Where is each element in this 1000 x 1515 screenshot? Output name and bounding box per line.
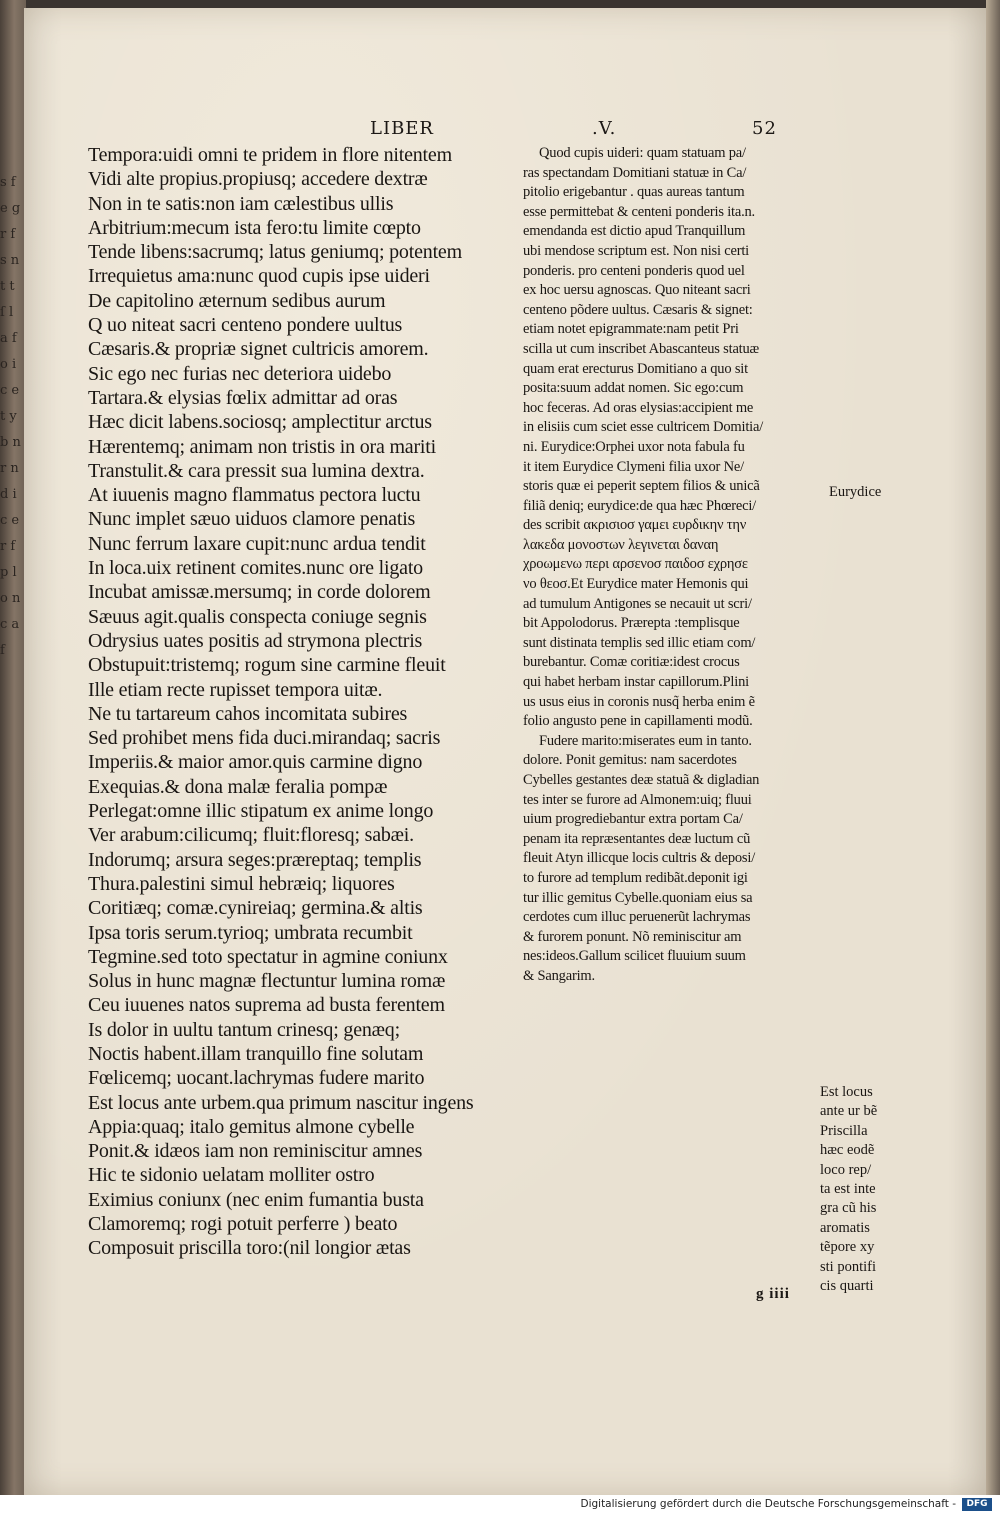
commentary-line: Fudere marito:miserates eum in tanto. [539,732,752,749]
verse-line: Ponit.& idæos iam non reminiscitur amnes [88,1140,423,1163]
commentary-line: folio angusto pene in capillamenti modũ. [523,713,753,730]
commentary-line: etiam notet epigrammate:nam petit Pri [523,321,739,338]
commentary-line: tur illic gemitus Cybelle.quoniam eius sa [523,889,753,906]
commentary-line: tes inter se furore ad Almonem:uiq; fluui [523,791,752,808]
commentary-line: scilla ut cum inscribet Abascanteus statuæ [523,340,760,357]
margin-note-line: Priscilla [820,1122,868,1139]
verse-line: Sæuus agit.qualis conspecta coniuge segnis [88,605,427,628]
footer-credit-text: Digitalisierung gefördert durch die Deutsche Forschungsgemeinschaft - [580,1498,956,1510]
verse-line: Fœlicemq; uocant.lachrymas fudere marito [88,1067,425,1090]
verse-line: Hærentemq; animam non tristis in ora mariti [88,435,437,458]
verse-line: Tartara.& elysias fœlix admittar ad oras [88,386,398,409]
commentary-line: ubi mendose scriptum est. Non nisi certi [523,242,749,259]
verse-line: Sic ego nec furias nec deteriora uidebo [88,362,392,385]
commentary-line: it item Eurydice Clymeni filia uxor Ne/ [523,458,744,475]
verse-line: Noctis habent.illam tranquillo fine solutam [88,1042,424,1065]
verse-line: In loca.uix retinent comites.nunc ore ligato [88,557,423,580]
margin-note-line: Est locus [820,1084,873,1100]
verse-line: Perlegat:omne illic stipatum ex anime longo [88,800,434,823]
commentary-line: ad tumulum Antigones se necauit ut scri/ [523,595,752,612]
verse-line: Composuit priscilla toro:(nil longior ætas [88,1237,411,1260]
verse-line: Q uo niteat sacri centeno pondere uultus [88,314,403,337]
commentary-line: nes:ideos.Gallum scilicet fluuium suum [523,948,746,965]
commentary-line: νο θεοσ.Et Eurydice mater Hemonis qui [523,576,749,593]
commentary-line: cerdotes cum illuc peruenerũt lachrymas [523,909,751,926]
commentary-line: χροωμενω περι αρσενοσ παιδοσ εχρησε [523,556,748,573]
margin-note-est-locus [820,1083,877,1296]
verse-line: Sed prohibet mens fida duci.mirandaq; sacris [88,727,441,750]
commentary-line: bit Appolodorus. Prærepta :templisque [523,615,740,632]
commentary-line: centeno põdere uultus. Cæsaris & signet: [523,301,753,318]
verse-line: Obstupuit:tristemq; rogum sine carmine fleuit [88,654,446,677]
digitization-footer [0,1495,1000,1515]
commentary-line: emendanda est dictio apud Tranquillum [523,223,746,240]
verse-line: Hæc dicit labens.sociosq; amplectitur arctus [88,411,432,434]
verse-line: Hic te sidonio uelatam molliter ostro [88,1164,375,1187]
verse-line: Incubat amissæ.mersumq; in corde dolorem [88,581,431,604]
verse-line: Non in te satis:non iam cælestibus ullis [88,192,394,215]
margin-note-line: tẽpore xy [820,1239,875,1256]
commentary-line: λακεδα μονοστων λεγινεται δαναη [523,536,719,553]
dfg-logo: DFG [962,1498,992,1511]
commentary-line: Quod cupis uideri: quam statuam pa/ [539,145,746,161]
commentary-line: fleuit Atyn illicque locis cultris & deposi/ [523,850,756,867]
verse-line: Arbitrium:mecum ista fero:tu limite cœpto [88,216,421,239]
verse-line: Vidi alte propius.propiusq; accedere dextræ [88,168,428,191]
margin-note-line: loco rep/ [820,1161,872,1178]
running-head-liber: LIBER [370,118,434,139]
commentary-line: ras spectandam Domitiani statuæ in Ca/ [523,164,747,181]
folio-number: 52 [752,118,777,139]
commentary-line: hoc feceras. Ad oras elysias:accipient me [523,399,754,416]
verse-line: Ceu iuuenes natos suprema ad busta ferentem [88,994,445,1017]
verse-line: Nunc ferrum laxare cupit:nunc ardua tendit [88,532,426,555]
commentary-line: penam ita repræsentantes deæ luctum cũ [523,830,751,847]
adjacent-page-edge-left [0,0,26,1495]
verse-line: Ver arabum:cilicumq; fluit:floresq; sabæi. [88,824,414,847]
running-head-book-number: .V. [592,118,617,139]
verse-line: At iuuenis magno flammatus pectora luctu [88,484,421,507]
verse-line: Coritiæq; comæ.cynireiaq; germina.& altis [88,897,423,920]
margin-note-line: cis quarti [820,1278,874,1295]
commentary-line: posita:suum addat nomen. Sic ego:cum [523,380,744,397]
adjacent-page-glyphs: s f e g r f s n t t ſ l a f o i c e t y b n r n d i c e r f p l o n c a f [0,175,21,658]
verse-line: Is dolor in uultu tantum crinesq; genæq; [88,1018,400,1041]
commentary-line: storis quæ ei peperit septem filios & unicã [523,478,760,495]
commentary-line: in elisiis cum sciet esse cultricem Domitia/ [523,419,764,436]
verse-line: Transtulit.& cara pressit sua lumina dextra. [88,459,425,482]
verse-line: Ipsa toris serum.tyrioq; umbrata recumbit [88,921,413,944]
margin-note-line: aromatis [820,1219,870,1236]
commentary-line: Cybelles gestantes deæ statuã & digladian [523,772,760,788]
commentary-line: ponderis. pro centeni ponderis quod uel [523,262,745,279]
verse-line: De capitolino æternum sedibus aurum [88,289,386,312]
commentary-line: us usus eius in coronis nusq̃ herba enim ẽ [523,693,755,710]
verse-line: Tegmine.sed toto spectatur in agmine coniunx [88,945,448,968]
commentary-line: ex hoc uersu agnoscas. Quo niteant sacri [523,282,751,299]
commentary-line: quam erat erecturus Domitiano a quo sit [523,360,748,377]
verse-line: Ne tu tartareum cahos incomitata subires [88,702,408,725]
margin-note-line: gra cũ his [820,1200,877,1217]
verse-column [88,143,528,1261]
commentary-line: pitolio erigebantur . quas aureas tantum [523,184,745,201]
verse-line: Tende libens:sacrumq; latus geniumq; potentem [88,241,462,264]
margin-note-line: sti pontifi [820,1258,876,1275]
commentary-line: ni. Eurydice:Orphei uxor nota fabula fu [523,438,745,455]
verse-line: Eximius coniunx (nec enim fumantia busta [88,1188,424,1211]
verse-line: Est locus ante urbem.qua primum nascitur ingens [88,1091,474,1114]
commentary-line: & furorem ponunt. Nõ reminiscitur am [523,928,742,945]
verse-line: Indorumq; arsura seges:præreptaq; templis [88,848,422,871]
verse-line: Ille etiam recte rupisset tempora uitæ. [88,678,383,701]
commentary-line: des scribit ακρισιοσ γαμει ευρδικην την [523,517,747,534]
commentary-line: uium progrediebantur extra portam Ca/ [523,811,743,828]
commentary-line: esse permittebat & centeni ponderis ita.n. [523,203,755,220]
book-edge-right [986,0,1000,1495]
verse-line: Exequias.& dona malæ feralia pompæ [88,775,388,798]
margin-note-line: hæc eodẽ [820,1142,875,1159]
verse-line: Imperiis.& maior amor.quis carmine digno [88,751,423,774]
commentary-column [523,144,828,987]
margin-note-line: ante ur bẽ [820,1103,878,1120]
verse-line: Solus in hunc magnæ flectuntur lumina romæ [88,970,446,993]
commentary-line: dolore. Ponit gemitus: nam sacerdotes [523,752,737,769]
commentary-line: & Sangarim. [523,967,595,984]
commentary-line: qui habet herbam instar capillorum.Plini [523,674,749,691]
verse-line: Appia:quaq; italo gemitus almone cybelle [88,1115,415,1138]
signature-mark: g iiii [756,1286,790,1302]
verse-line: Tempora:uidi omni te pridem in flore nitentem [88,144,452,166]
commentary-line: sunt distinata templis sed illic etiam com/ [523,634,756,651]
margin-note-line: ta est inte [820,1181,876,1198]
commentary-line: filiã deniq; eurydice:de qua hæc Phœreci/ [523,497,756,514]
verse-line: Thura.palestini simul hebræiq; liquores [88,872,395,895]
verse-line: Clamoremq; rogi potuit perferre ) beato [88,1213,398,1236]
commentary-line: to furore ad templum redibãt.deponit igi [523,869,748,886]
verse-line: Irrequietus ama:nunc quod cupis ipse uideri [88,265,430,288]
verse-line: Nunc implet sæuo uiduos clamore penatis [88,508,416,531]
verse-line: Cæsaris.& propriæ signet cultricis amorem. [88,338,429,361]
commentary-line: burebantur. Comæ coritiæ:idest crocus [523,654,740,671]
margin-note-eurydice: Eurydice [829,484,882,500]
verse-line: Odrysius uates positis ad strymona plectris [88,629,423,652]
